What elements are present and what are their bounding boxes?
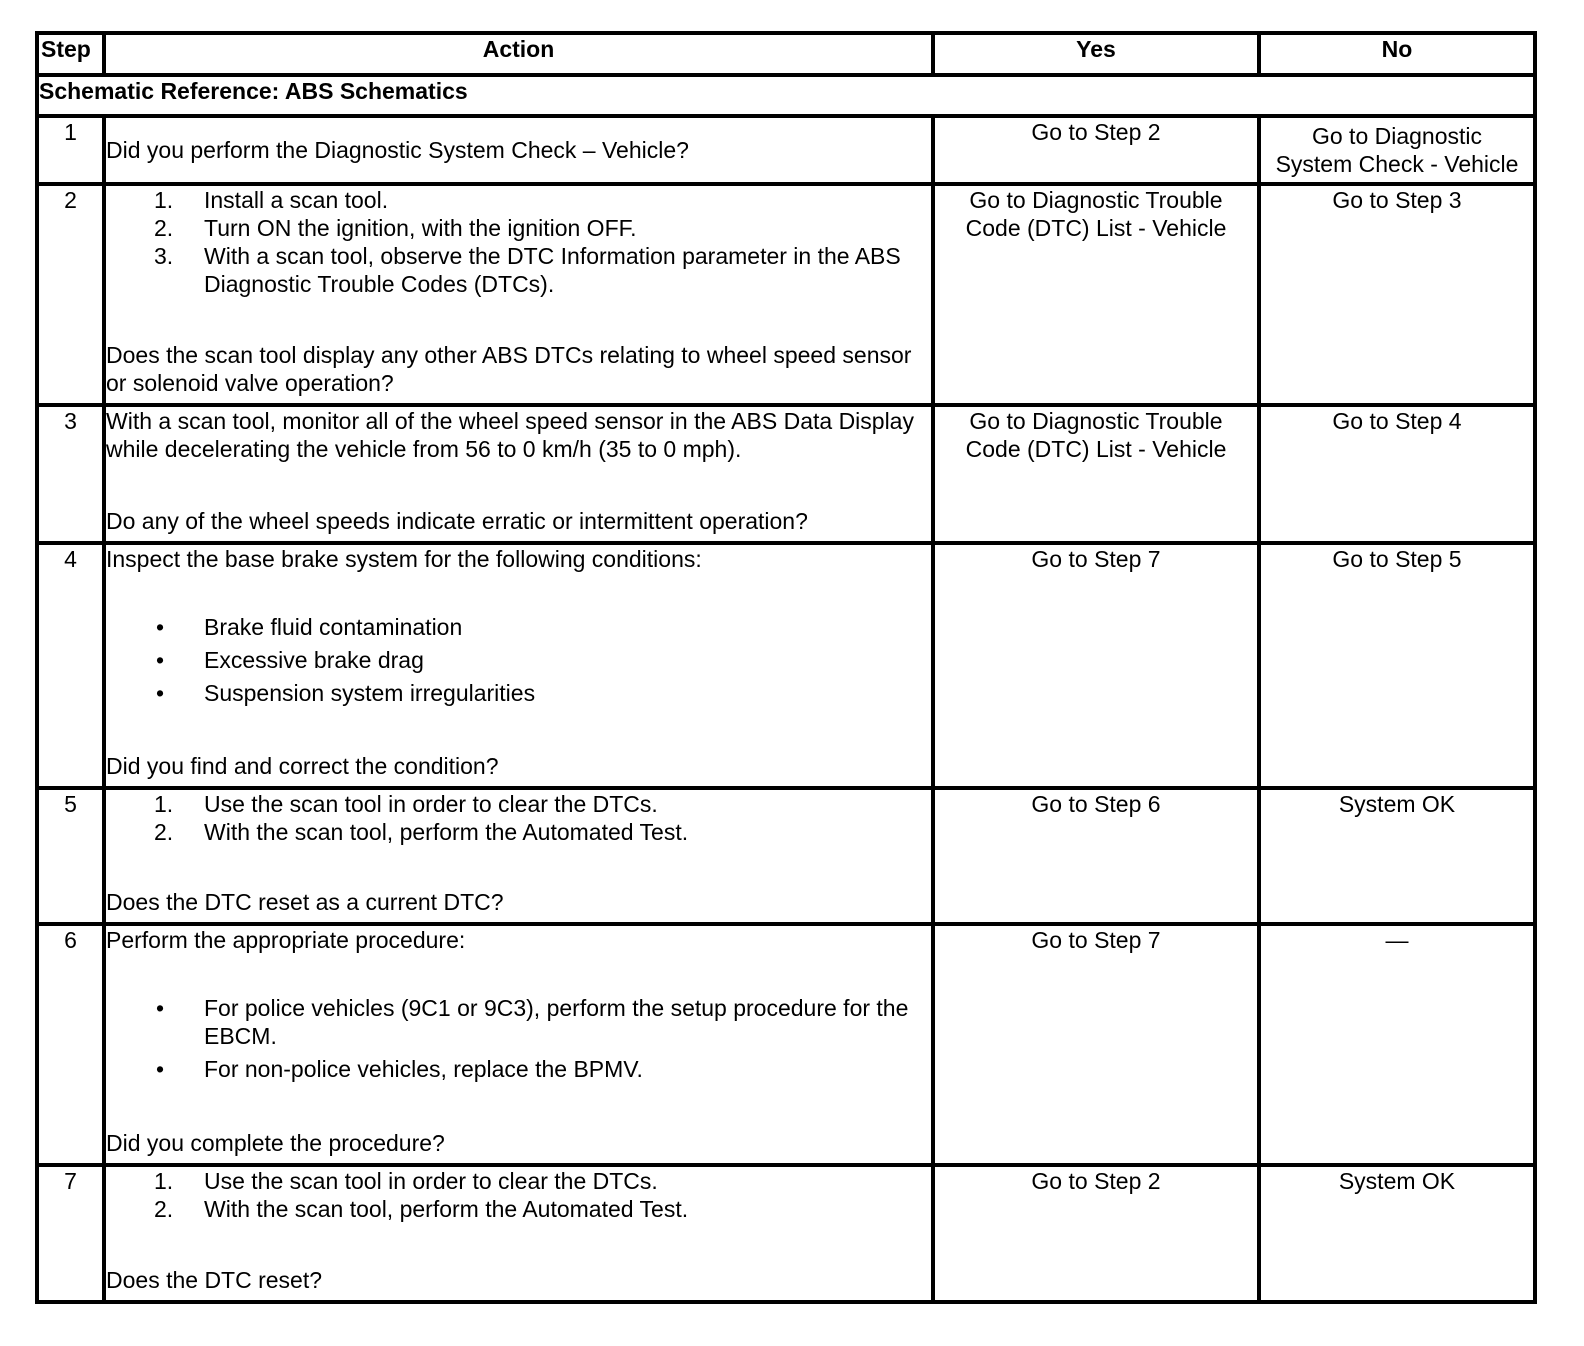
list-item-text: Turn ON the ignition, with the ignition OFF.: [204, 215, 637, 241]
yes-text-line: Go to Diagnostic Trouble: [969, 187, 1223, 213]
list-item: [106, 242, 931, 298]
diagnostic-table: [35, 31, 1537, 1304]
list-number: 2.: [154, 1196, 174, 1222]
question-text: Did you find and correct the condition?: [106, 753, 499, 779]
no-cell: Go to Step 5: [1259, 543, 1535, 788]
list-item: • For police vehicles (9C1 or 9C3), perform the setup procedure for the EBCM.: [106, 994, 931, 1050]
list-item: [106, 1167, 931, 1195]
step-number: 4: [37, 543, 104, 788]
yes-text-line: Code (DTC) List - Vehicle: [965, 436, 1227, 462]
list-item: [106, 790, 931, 818]
question-text: Does the DTC reset?: [106, 1267, 323, 1293]
action-cell: [104, 788, 933, 924]
table-row: [37, 184, 1535, 405]
step-number: 5: [37, 788, 104, 924]
header-step: Step: [37, 33, 104, 75]
question-text: Do any of the wheel speeds indicate erratic or intermittent operation?: [106, 508, 808, 534]
list-item-text: With the scan tool, perform the Automated Test.: [204, 819, 689, 845]
step-number: 6: [37, 924, 104, 1165]
yes-cell: Go to Step 7: [933, 924, 1259, 1165]
action-cell: [104, 543, 933, 788]
list-item: [106, 818, 931, 846]
yes-cell: [933, 184, 1259, 405]
yes-text-line: Code (DTC) List - Vehicle: [965, 215, 1227, 241]
action-cell: [104, 405, 933, 543]
list-item-text: Install a scan tool.: [204, 187, 389, 213]
action-cell: [104, 924, 933, 1165]
table-row: [37, 405, 1535, 543]
action-cell: [104, 1165, 933, 1302]
no-cell: System OK: [1259, 1165, 1535, 1302]
question-text: Does the scan tool display any other ABS DTCs relating to wheel speed sensor or solenoid valve operation?: [106, 342, 912, 396]
list-item: • For non-police vehicles, replace the BPMV.: [106, 1055, 931, 1083]
action-cell: [104, 184, 933, 405]
step-number: 2: [37, 184, 104, 405]
no-text-line: Go to Diagnostic: [1311, 123, 1483, 149]
list-item-text: Use the scan tool in order to clear the DTCs.: [204, 1168, 658, 1194]
list-item-text: With a scan tool, observe the DTC Information parameter in the ABS Diagnostic Trouble Codes (DTCs).: [204, 243, 901, 297]
action-cell: [104, 116, 933, 184]
question-text: Does the DTC reset as a current DTC?: [106, 889, 504, 915]
list-item-text: With the scan tool, perform the Automated Test.: [204, 1196, 689, 1222]
list-item: • Excessive brake drag: [106, 646, 931, 674]
list-item: [106, 1195, 931, 1223]
bullet-list: [106, 613, 931, 712]
list-item: [106, 214, 931, 242]
table-row: [37, 1165, 1535, 1302]
yes-text-line: Go to Diagnostic Trouble: [969, 408, 1223, 434]
step-number: 3: [37, 405, 104, 543]
header-yes: Yes: [933, 33, 1259, 75]
no-cell: Go to Step 3: [1259, 184, 1535, 405]
list-item: • Brake fluid contamination: [106, 613, 931, 641]
list-number: 3.: [154, 243, 174, 269]
bullet-list: [106, 994, 931, 1088]
yes-cell: Go to Step 6: [933, 788, 1259, 924]
no-text-line: System Check - Vehicle: [1275, 151, 1519, 177]
yes-cell: Go to Step 2: [933, 1165, 1259, 1302]
header-no: No: [1259, 33, 1535, 75]
step-number: 7: [37, 1165, 104, 1302]
numbered-list: [106, 186, 931, 298]
intro-text: Inspect the base brake system for the following conditions:: [106, 546, 702, 572]
list-number: 1.: [154, 1168, 174, 1194]
step-number: 1: [37, 116, 104, 184]
list-item: • Suspension system irregularities: [106, 679, 931, 707]
yes-cell: [933, 405, 1259, 543]
schematic-reference-row: [37, 75, 1535, 116]
header-action: Action: [104, 33, 933, 75]
no-cell: —: [1259, 924, 1535, 1165]
numbered-list: [106, 1167, 931, 1223]
list-number: 2.: [154, 819, 174, 845]
no-cell: System OK: [1259, 788, 1535, 924]
yes-cell: Go to Step 2: [933, 116, 1259, 184]
yes-cell: Go to Step 7: [933, 543, 1259, 788]
header-row: [37, 33, 1535, 75]
list-item: [106, 186, 931, 214]
intro-text: With a scan tool, monitor all of the wheel speed sensor in the ABS Data Display while decelerating the vehicle from 56 to 0 km/h (35 to 0 mph).: [106, 408, 914, 462]
list-number: 1.: [154, 187, 174, 213]
intro-text: Perform the appropriate procedure:: [106, 927, 466, 953]
table-row: [37, 924, 1535, 1165]
schematic-reference: Schematic Reference: ABS Schematics: [37, 75, 1535, 116]
no-cell: Go to Step 4: [1259, 405, 1535, 543]
numbered-list: [106, 790, 931, 846]
question-text: Did you complete the procedure?: [106, 1130, 445, 1156]
question-text: Did you perform the Diagnostic System Check – Vehicle?: [106, 137, 689, 163]
table-row: [37, 116, 1535, 184]
table-row: [37, 788, 1535, 924]
list-number: 1.: [154, 791, 174, 817]
no-cell: [1259, 116, 1535, 184]
list-number: 2.: [154, 215, 174, 241]
table-row: [37, 543, 1535, 788]
list-item-text: Use the scan tool in order to clear the DTCs.: [204, 791, 658, 817]
